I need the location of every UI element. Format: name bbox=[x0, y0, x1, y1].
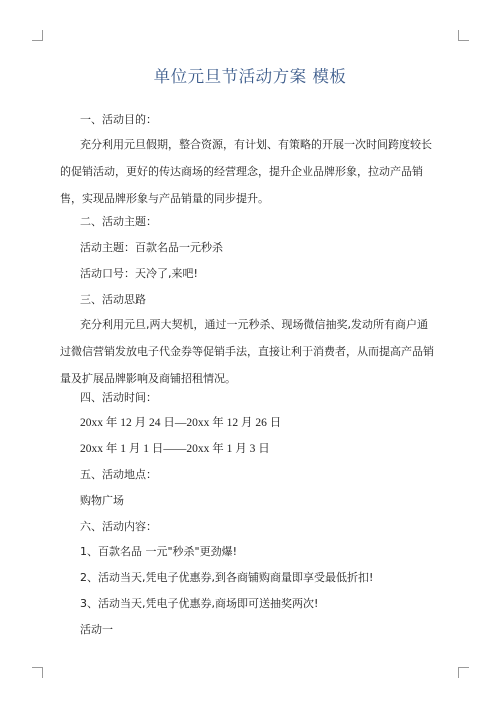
section-2-theme: 活动主题：百款名品一元秒杀 bbox=[80, 241, 223, 254]
section-4-heading: 四、活动时间： bbox=[80, 391, 157, 404]
section-4-date-2: 20xx 年 1 月 1 日——20xx 年 1 月 3 日 bbox=[80, 443, 270, 455]
section-6-heading: 六、活动内容： bbox=[80, 520, 157, 533]
section-2-slogan: 活动口号：天冷了,来吧! bbox=[80, 267, 198, 280]
section-1-paragraph bbox=[60, 131, 436, 212]
crop-mark-bottom-left bbox=[32, 667, 43, 678]
section-6-subheading: 活动一 bbox=[80, 623, 113, 636]
section-5-heading: 五、活动地点： bbox=[80, 468, 157, 481]
crop-mark-bottom-right bbox=[458, 667, 469, 678]
section-6-item-3: 3、活动当天,凭电子优惠券,商场即可送抽奖两次! bbox=[80, 597, 319, 610]
document-title: 单位元旦节活动方案 模板 bbox=[153, 67, 347, 86]
crop-mark-top-left bbox=[32, 30, 43, 41]
section-1-text: 充分利用元旦假期，整合资源，有计划、有策略的开展一次时间跨度较长的促销活动，更好的传达商场的经营理念，提升企业品牌形象，拉动产品销售，实现品牌形象与产品销量的同步提升。 bbox=[60, 138, 432, 205]
section-3-text: 充分利用元旦,两大契机，通过一元秒杀、现场微信抽奖,发动所有商户通过微信营销发放电子代金券等促销手法，直接让利于消费者，从而提高产品销量及扩展品牌影响及商铺招租情况。 bbox=[60, 318, 434, 385]
section-1-heading: 一、活动目的： bbox=[80, 113, 157, 126]
section-3-paragraph bbox=[60, 311, 436, 392]
crop-mark-top-right bbox=[458, 30, 469, 41]
section-6-item-1: 1、百款名品 一元"秒杀"更劲爆! bbox=[80, 545, 238, 558]
section-6-item-2: 2、活动当天,凭电子优惠券,到各商铺购商量即享受最低折扣! bbox=[80, 571, 374, 584]
section-2-heading: 二、活动主题： bbox=[80, 215, 157, 228]
section-3-heading: 三、活动思路 bbox=[80, 293, 146, 306]
section-5-place: 购物广场 bbox=[80, 494, 124, 507]
section-4-date-1: 20xx 年 12 月 24 日—20xx 年 12 月 26 日 bbox=[80, 417, 282, 429]
